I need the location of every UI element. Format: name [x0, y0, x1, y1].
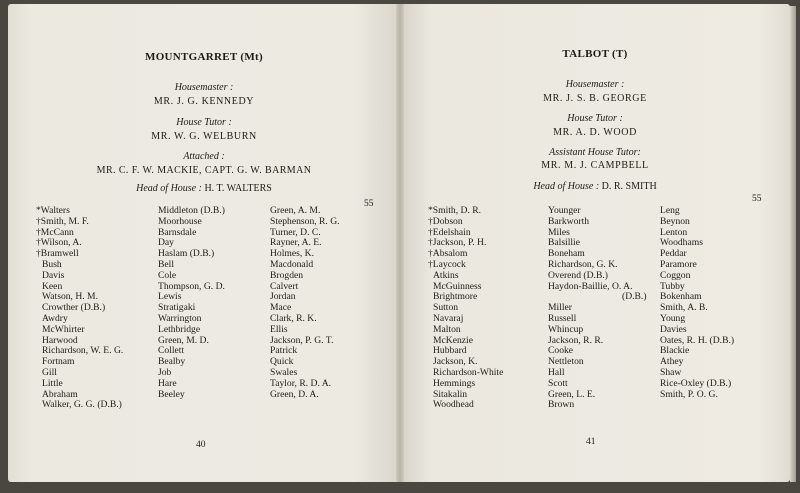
house-tutor-label: House Tutor :	[176, 117, 232, 128]
housemaster-label: Housemaster :	[565, 79, 625, 90]
list-item: Beynon	[660, 215, 690, 227]
list-item: Thompson, G. D.	[158, 280, 225, 292]
list-item: Warrington	[158, 312, 202, 324]
list-item: Quick	[270, 356, 294, 368]
list-item: Woodhams	[660, 237, 703, 249]
list-item: Tubby	[660, 280, 685, 292]
name-column-2	[158, 206, 225, 400]
list-item: Rayner, A. E.	[270, 237, 322, 249]
list-item: †Wilson, A.	[36, 237, 82, 249]
list-item: McKenzie	[433, 334, 473, 346]
list-item: Navaraj	[433, 312, 464, 324]
list-item: Shaw	[660, 366, 682, 378]
list-item: Hare	[158, 377, 177, 389]
list-item: Atkins	[433, 269, 459, 281]
head-of-house-name: D. R. SMITH	[601, 181, 657, 192]
list-item: Patrick	[270, 345, 298, 357]
list-item: Stratigaki	[158, 302, 196, 314]
house-title: TALBOT (T)	[562, 48, 628, 60]
list-item: Bell	[158, 258, 174, 270]
list-item: Russell	[548, 312, 577, 324]
list-item: Lethbridge	[158, 323, 201, 335]
list-item: †Edelshain	[428, 226, 471, 238]
list-item: Overend (D.B.)	[548, 269, 608, 281]
list-item: Paramore	[660, 258, 697, 270]
list-item: Green, L. E.	[548, 388, 596, 400]
list-item: Green, A. M.	[270, 205, 321, 216]
housemaster-name: MR. J. G. KENNEDY	[153, 96, 255, 107]
margin-number: 55	[752, 194, 762, 204]
list-item: Abraham	[42, 388, 78, 400]
house-tutor-label: House Tutor :	[567, 113, 623, 124]
head-of-house-label: Head of House :	[136, 183, 202, 194]
list-item: Bush	[42, 258, 62, 270]
list-item: Watson, H. M.	[42, 291, 98, 303]
list-item: Coggon	[660, 269, 691, 281]
list-item: Hemmings	[433, 377, 476, 389]
list-item: (D.B.)	[622, 291, 647, 303]
list-item: Younger	[548, 205, 581, 216]
list-item: Crowther (D.B.)	[42, 302, 106, 314]
list-item: Young	[660, 312, 686, 324]
list-item: Bokenham	[660, 291, 702, 303]
list-item: Rice-Oxley (D.B.)	[660, 377, 732, 389]
housemaster-label: Housemaster :	[174, 82, 234, 93]
list-item: Green, M. D.	[158, 334, 209, 346]
list-item: Whincup	[548, 323, 584, 335]
house-tutor-name: MR. W. G. WELBURN	[151, 131, 257, 142]
list-item: Sutton	[433, 302, 459, 314]
list-item: Boneham	[548, 248, 585, 260]
list-item: †Laycock	[428, 258, 466, 270]
list-item: Day	[158, 237, 174, 249]
list-item: Jackson, R. R.	[548, 334, 604, 346]
list-item: Miller	[548, 302, 572, 314]
list-item: Miles	[548, 226, 570, 238]
list-item: Clark, R. K.	[270, 312, 317, 324]
head-of-house-label: Head of House :	[533, 181, 600, 192]
name-column-3	[270, 206, 340, 400]
list-item: Oates, R. H. (D.B.)	[660, 334, 735, 346]
list-item: McGuinness	[433, 280, 482, 292]
list-item: Taylor, R. D. A.	[270, 377, 332, 389]
list-item: Sitakalin	[433, 388, 468, 400]
list-item: Woodhead	[433, 399, 474, 411]
list-item: Davis	[42, 269, 65, 281]
list-item: Lenton	[660, 226, 688, 238]
house-tutor-name: MR. A. D. WOOD	[553, 127, 637, 138]
list-item: Green, D. A.	[270, 388, 319, 400]
list-item: Athey	[660, 356, 684, 368]
list-item: †Jackson, P. H.	[428, 237, 487, 249]
list-item: Calvert	[270, 280, 299, 292]
page-edge	[790, 6, 796, 482]
assistant-tutor-name: MR. M. J. CAMPBELL	[541, 160, 649, 171]
list-item: Moorhouse	[158, 215, 202, 227]
list-item: Collett	[158, 345, 185, 357]
list-item: McWhirter	[42, 323, 85, 335]
list-item: Turner, D. C.	[270, 226, 321, 238]
list-item: Harwood	[42, 334, 78, 346]
book-gutter	[396, 4, 404, 482]
list-item: Richardson-White	[433, 366, 504, 378]
list-item: Cooke	[548, 345, 574, 357]
house-title: MOUNTGARRET (Mt)	[145, 51, 263, 63]
attached-names: MR. C. F. W. MACKIE, CAPT. G. W. BARMAN	[96, 165, 312, 176]
name-column-1	[36, 206, 123, 411]
list-item: Beeley	[158, 388, 185, 400]
list-item: *Walters	[36, 205, 70, 216]
list-item: Job	[158, 366, 172, 378]
list-item: Jackson, P. G. T.	[270, 334, 334, 346]
head-of-house	[400, 181, 790, 192]
list-item: †McCann	[36, 226, 74, 238]
list-item: *Smith, D. R.	[428, 205, 482, 216]
name-column-2	[548, 206, 647, 411]
list-item: Jordan	[270, 291, 296, 303]
list-item: Malton	[433, 323, 461, 335]
list-item: Lewis	[158, 291, 182, 303]
assistant-tutor-label: Assistant House Tutor:	[549, 147, 641, 158]
page-number: 40	[196, 440, 206, 450]
list-item: Smith, A. B.	[660, 302, 708, 314]
list-item: Mace	[270, 302, 292, 314]
list-item: Brogden	[270, 269, 304, 281]
list-item: Hubbard	[433, 345, 467, 357]
list-item: Gill	[42, 366, 57, 378]
list-item: Scott	[548, 377, 568, 389]
list-item: Richardson, W. E. G.	[42, 345, 124, 357]
margin-number: 55	[364, 199, 374, 209]
list-item: Awdry	[42, 312, 68, 324]
page-number: 41	[586, 437, 596, 447]
list-item: Stephenson, R. G.	[270, 215, 340, 227]
list-item: Richardson, G. K.	[548, 258, 618, 270]
list-item: Barnsdale	[158, 226, 197, 238]
list-item: Keen	[42, 280, 63, 292]
list-item: †Bramwell	[36, 248, 79, 260]
list-item: Jackson, K.	[433, 356, 478, 368]
list-item: Balsillie	[548, 237, 580, 249]
head-of-house-name: H. T. WALTERS	[204, 183, 272, 194]
housemaster-name: MR. J. S. B. GEORGE	[543, 93, 647, 104]
list-item: Blackie	[660, 345, 690, 357]
list-item: Smith, P. O. G.	[660, 388, 718, 400]
list-item: Haydon-Baillie, O. A.	[548, 280, 633, 292]
name-column-3	[660, 206, 734, 400]
list-item: Haslam (D.B.)	[158, 248, 215, 260]
list-item: Bealby	[158, 356, 186, 368]
list-item: Ellis	[270, 323, 288, 335]
list-item: Macdonald	[270, 258, 314, 270]
list-item: Little	[42, 377, 63, 389]
list-item: Hall	[548, 366, 565, 378]
list-item: Barkworth	[548, 215, 590, 227]
list-item: Leng	[660, 205, 680, 216]
head-of-house	[8, 183, 400, 194]
list-item: Cole	[158, 269, 177, 281]
list-item: Swales	[270, 366, 298, 378]
list-item: Peddar	[660, 248, 687, 260]
list-item: Fortnam	[42, 356, 75, 368]
list-item: Middleton (D.B.)	[158, 205, 225, 216]
name-column-1	[428, 206, 503, 411]
attached-label: Attached :	[183, 151, 225, 162]
list-item: Walker, G. G. (D.B.)	[42, 399, 122, 411]
list-item: Brown	[548, 399, 575, 411]
list-item: Brightmore	[433, 291, 478, 303]
list-item: Nettleton	[548, 356, 584, 368]
list-item: Davies	[660, 323, 687, 335]
list-item: †Smith, M. F.	[36, 215, 89, 227]
list-item: Holmes, K.	[270, 248, 314, 260]
list-item: †Absalom	[428, 248, 468, 260]
list-item: †Dobson	[428, 215, 463, 227]
